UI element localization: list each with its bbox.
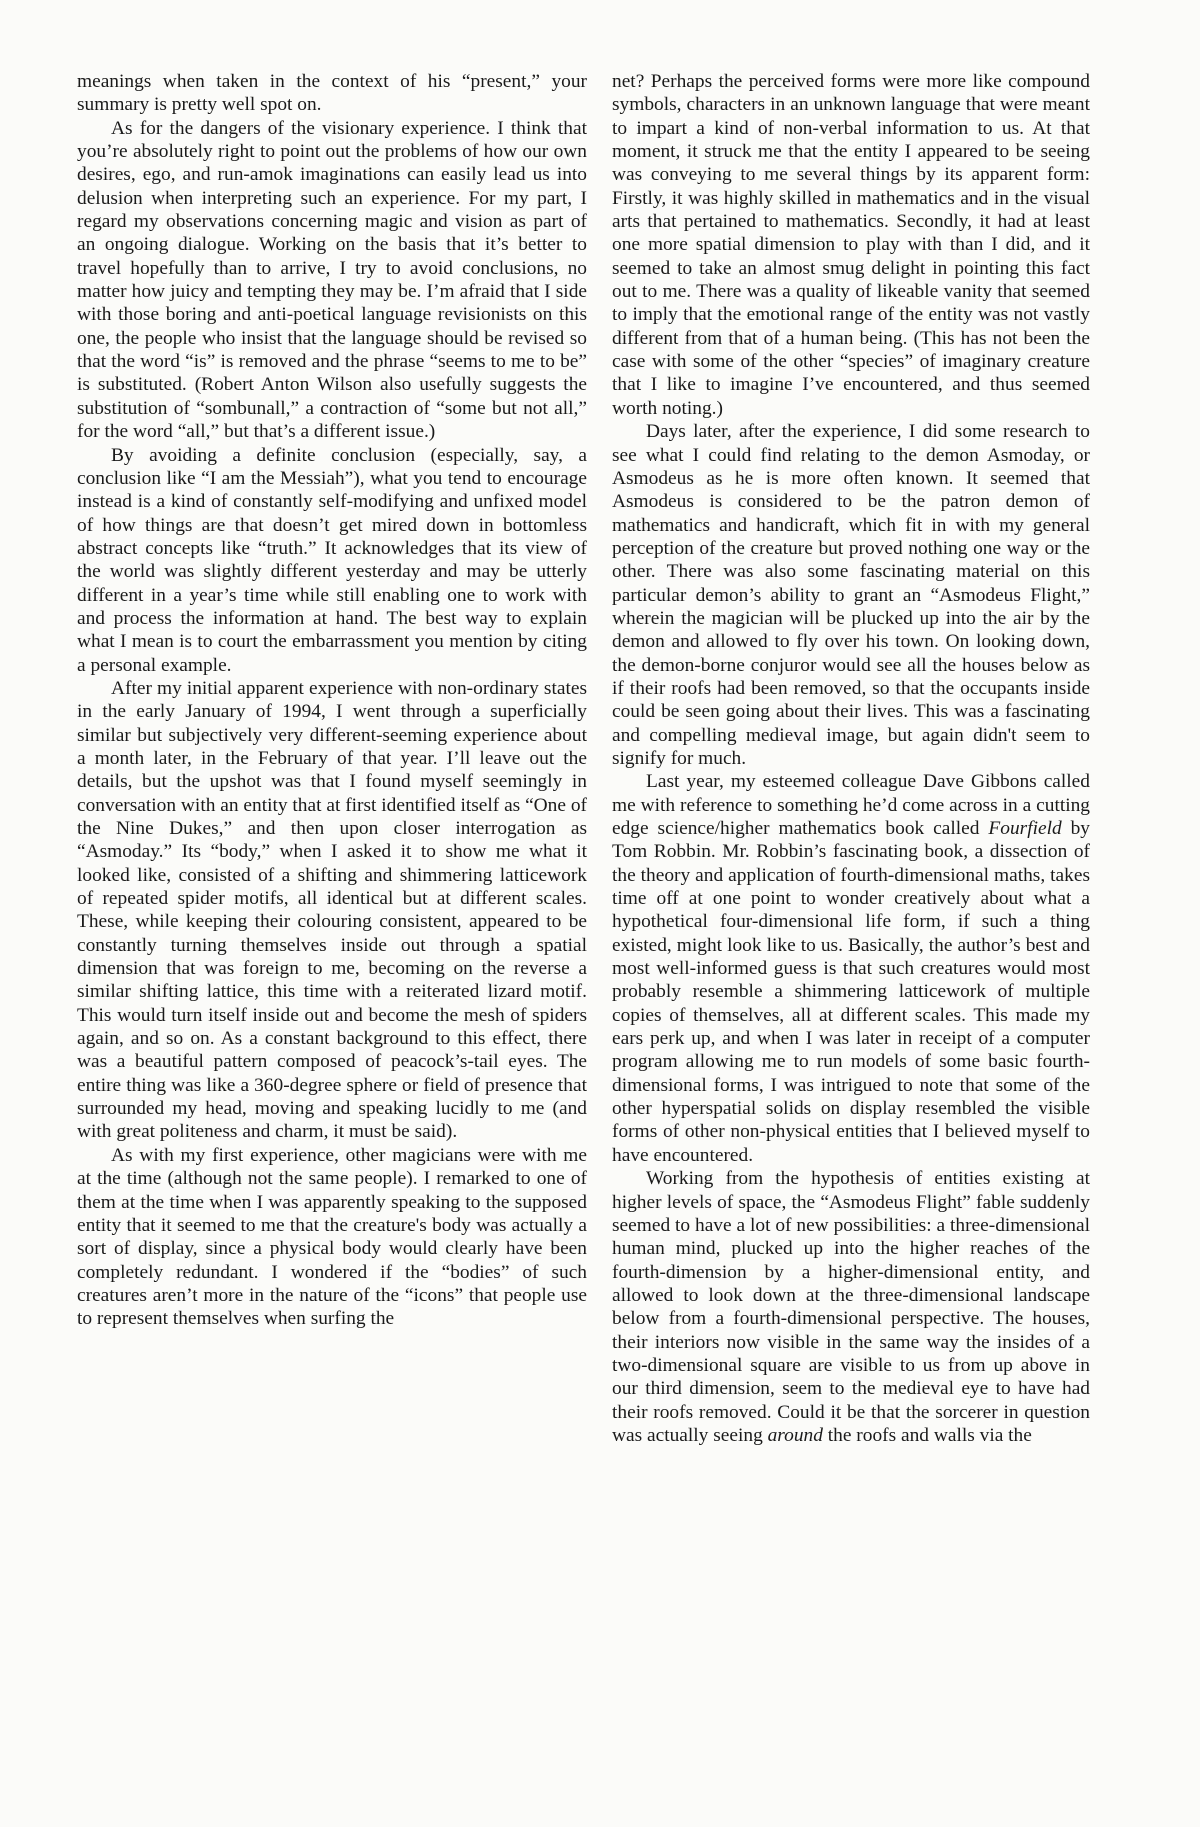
paragraph: As for the dangers of the visionary experience. I think that you’re absolutely right to point out the problems of how our own desires, ego, and run-amok imaginations can easily lead us into delusion when interpreting such an experience. For my part, I regard my observations concerning magic and vision as part of an ongoing dialogue. Working on the basis that it’s better to travel hopefully than to arrive, I try to avoid conclusions, no matter how juicy and tempting they may be. I’m afraid that I side with those boring and anti-poetical language revisionists on this one, the people who insist that the language should be revised so that the word “is” is removed and the phrase “seems to me to be” is substituted. (Robert Anton Wilson also usefully suggests the substitution of “sombunall,” a contraction of “some but not all,” for the word “all,” but that’s a different issue.) [77, 117, 587, 443]
paragraph [612, 1167, 1090, 1447]
book-title: Fourfield [988, 818, 1062, 839]
paragraph: Days later, after the experience, I did some research to see what I could find relating to the demon Asmoday, or Asmodeus as he is more often known. It seemed that Asmodeus is considered to be the patron demon of mathematics and handicraft, which fit in with my general perception of the creature but proved nothing one way or the other. There was also some fascinating material on this particular demon’s ability to grant an “Asmodeus Flight,” wherein the magician will be plucked up into the air by the demon and allowed to fly over his town. On looking down, the demon-borne conjuror would see all the houses below as if their roofs had been removed, so that the occupants inside could be seen going about their lives. This was a fascinating and compelling medieval image, but again didn't seem to signify for much. [612, 421, 1090, 769]
right-column [612, 70, 1090, 1447]
paragraph: As with my first experience, other magicians were with me at the time (although not the same people). I remarked to one of them at the time when I was apparently speaking to the supposed entity that it seemed to me that the creature's body was actually a sort of display, since a physical body would clearly have been completely redundant. I wondered if the “bodies” of such creatures aren’t more in the nature of the “icons” that people use to represent themselves when surfing the [77, 1144, 587, 1330]
paragraph: By avoiding a definite conclusion (especially, say, a conclusion like “I am the Messiah”), what you tend to encourage instead is a kind of constantly self-modifying and unfixed model of how things are that doesn’t get mired down in bottomless abstract concepts like “truth.” It acknowledges that its view of the world was slightly different yesterday and may be utterly different in a year’s time while still enabling one to work with and process the information at hand. The best way to explain what I mean is to court the embarrassment you mention by citing a personal example. [77, 444, 587, 676]
text-run: Last year, my esteemed colleague Dave Gibbons called me with reference to something he’d come across in a cutting edge science/higher mathematics book called [612, 771, 1090, 839]
paragraph: meanings when taken in the context of his “present,” your summary is pretty well spot on. [77, 71, 587, 116]
text-run: Working from the hypothesis of entities existing at higher levels of space, the “Asmodeus Flight” fable suddenly seemed to have a lot of new possibilities: a three-dimensional human mind, plucked up into the higher reaches of the fourth-dimension by a higher-dimensional entity, and allowed to look down at the three-dimensional landscape below from a fourth-dimensional perspective. The houses, their interiors now visible in the same way the insides of a two-dimensional square are visible to us from up above in our third dimension, seem to the medieval eye to have had their roofs removed. Could it be that the sorcerer in question was actually seeing [612, 1168, 1090, 1446]
paragraph: net? Perhaps the perceived forms were more like compound symbols, characters in an unknown language that were meant to impart a kind of non-verbal information to us. At that moment, it struck me that the entity I appeared to be seeing was conveying to me several things by its apparent form: Firstly, it was highly skilled in mathematics and in the visual arts that pertained to mathematics. Secondly, it had at least one more spatial dimension to play with than I did, and it seemed to take an almost smug delight in pointing this fact out to me. There was a quality of likeable vanity that seemed to imply that the emotional range of the entity was not vastly different from that of a human being. (This has not been the case with some of the other “species” of imaginary creature that I like to imagine I’ve encountered, and thus seemed worth noting.) [612, 71, 1090, 419]
paragraph [612, 770, 1090, 1167]
text-run: by Tom Robbin. Mr. Robbin’s fascinating book, a dissection of the theory and application of fourth-dimensional maths, takes time off at one point to wonder creatively about what a hypothetical four-dimensional life form, if such a thing existed, might look like to us. Basically, the author’s best and most well-informed guess is that such creatures would most probably resemble a shimmering latticework of multiple copies of themselves, all at different scales. This made my ears perk up, and when I was later in receipt of a computer program allowing me to run models of some basic fourth-dimensional forms, I was intrigued to note that some of the other hyperspatial solids on display resembled the visible forms of other non-physical entities that I believed myself to have encountered. [612, 818, 1090, 1166]
emphasis: around [767, 1424, 823, 1446]
text-run: the roofs and walls via the [822, 1424, 1032, 1446]
paragraph: After my initial apparent experience with non-ordinary states in the early January of 1994, I went through a superficially similar but subjectively very different-seeming experience about a month later, in the February of that year. I’ll leave out the details, but the upshot was that I found myself seemingly in conversation with an entity that at first identified itself as “One of the Nine Dukes,” and then upon closer interrogation as “Asmoday.” Its “body,” when I asked it to show me what it looked like, consisted of a shifting and shimmering latticework of repeated spider motifs, all identical but at different scales. These, while keeping their colouring consistent, appeared to be constantly turning themselves inside out through a spatial dimension that was foreign to me, becoming on the reverse a similar shifting lattice, this time with a reiterated lizard motif. This would turn itself inside out and become the mesh of spiders again, and so on. As a constant background to this effect, there was a beautiful pattern composed of peacock’s-tail eyes. The entire thing was like a 360-degree sphere or field of presence that surrounded my head, moving and speaking lucidly to me (and with great politeness and charm, it must be said). [77, 677, 587, 1143]
left-column [77, 70, 587, 1331]
